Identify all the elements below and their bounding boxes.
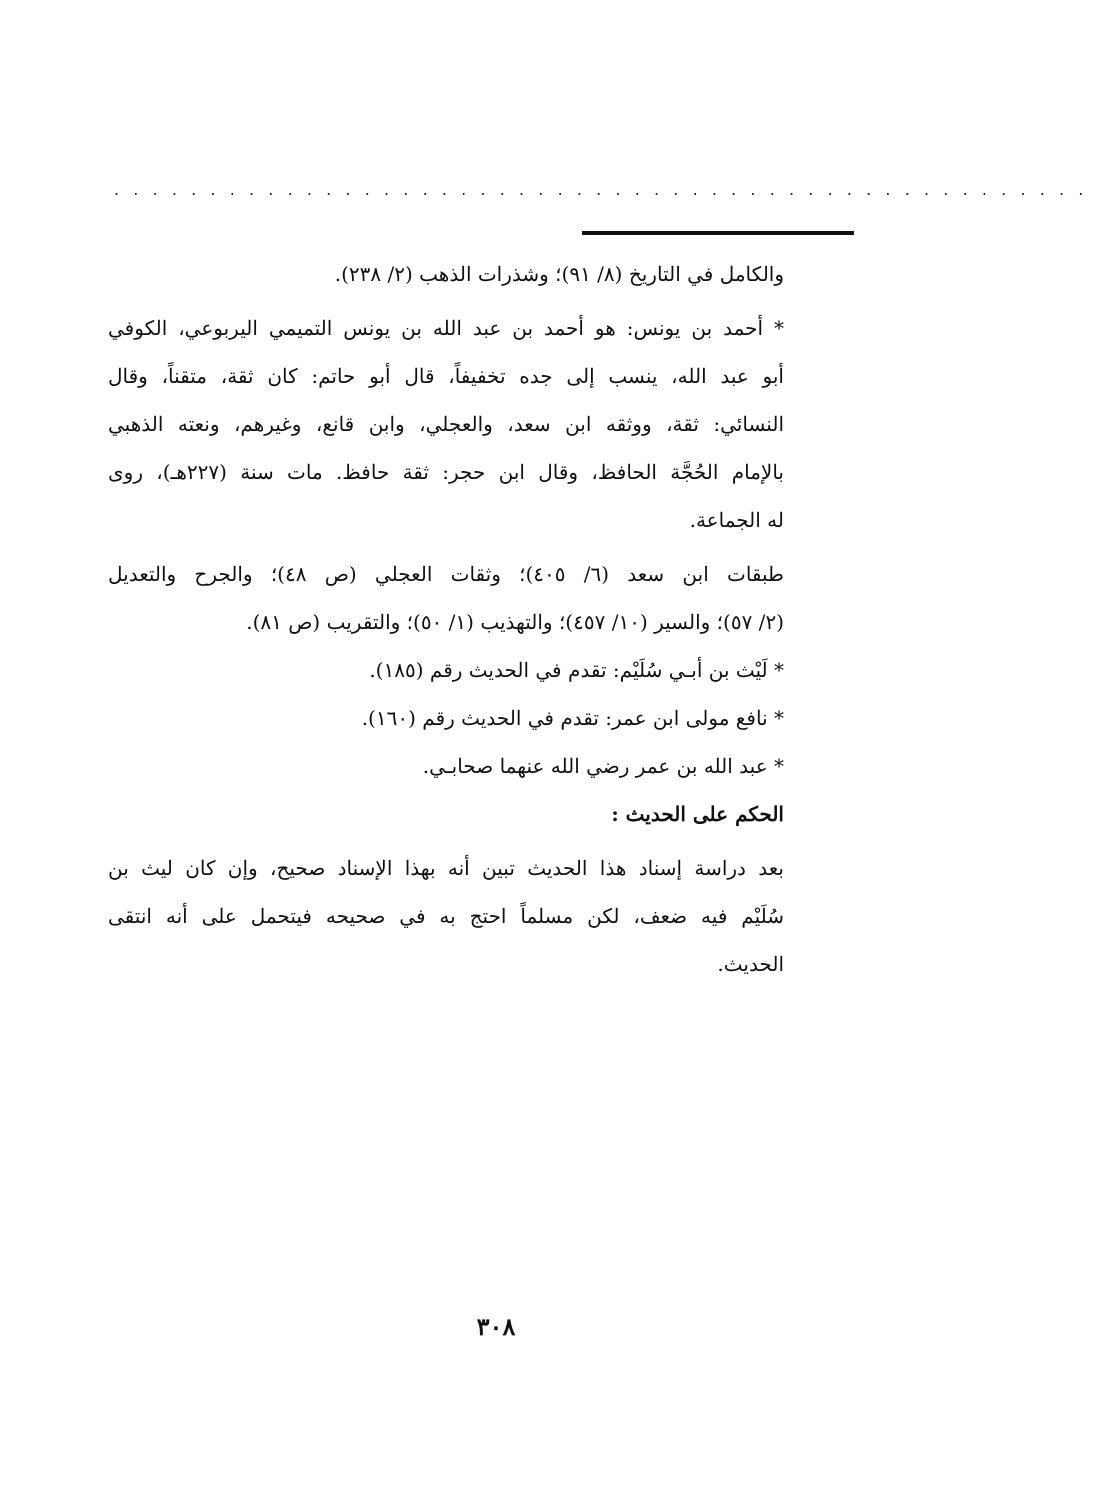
footnote-rule xyxy=(582,231,854,235)
ruling-paragraph xyxy=(108,844,784,988)
ahmad-sources-line-2: (٢/ ٥٧)؛ والسير (١٠/ ٤٥٧)؛ والتهذيب (١/ ٥٠)؛ والتقريب (ص ٨١). xyxy=(246,610,784,634)
abdullah-entry: * عبد الله بن عمر رضي الله عنهما صحابـي. xyxy=(422,754,784,778)
dotted-separator: ................................................... xyxy=(114,180,1098,199)
laith-entry: * لَيْث بن أبـي سُلَيْم: تقدم في الحديث رقم (١٨٥). xyxy=(369,658,784,682)
ahmad-bio-line-5: له الجماعة. xyxy=(689,508,784,532)
ahmad-sources-paragraph xyxy=(108,550,784,646)
ruling-line-1: بعد دراسة إسناد هذا الحديث تبين أنه بهذا الإسناد صحيح، وإن كان ليث بن xyxy=(108,856,784,880)
source-line: والكامل في التاريخ (٨/ ٩١)؛ وشذرات الذهب (٢/ ٢٣٨). xyxy=(334,262,784,286)
footnote-body xyxy=(108,250,784,988)
ruling-heading: الحكم على الحديث : xyxy=(611,802,784,826)
ruling-line-3: الحديث. xyxy=(717,952,784,976)
ahmad-bio-paragraph xyxy=(108,304,784,544)
ahmad-bio-line-2: أبو عبد الله، ينسب إلى جده تخفيفاً، قال أبو حاتم: كان ثقة، متقناً، وقال xyxy=(108,364,784,388)
ruling-line-2: سُلَيْم فيه ضعف، لكن مسلماً احتج به في صحيحه فيتحمل على أنه انتقى xyxy=(108,904,784,928)
page-number: ٣٠٨ xyxy=(476,1312,516,1341)
ahmad-bio-line-4: بالإمام الحُجَّة الحافظ، وقال ابن حجر: ثقة حافظ. مات سنة (٢٢٧هـ)، روى xyxy=(108,460,784,484)
ahmad-bio-line-3: النسائي: ثقة، ووثقه ابن سعد، والعجلي، وابن قانع، وغيرهم، ونعته الذهبي xyxy=(108,412,784,436)
ahmad-bio-line-1: * أحمد بن يونس: هو أحمد بن عبد الله بن يونس التميمي اليربوعي، الكوفي xyxy=(108,316,784,340)
ahmad-sources-line-1: طبقات ابن سعد (٦/ ٤٠٥)؛ وثقات العجلي (ص ٤٨)؛ والجرح والتعديل xyxy=(108,562,784,586)
nafi-entry: * نافع مولى ابن عمر: تقدم في الحديث رقم (١٦٠). xyxy=(361,706,784,730)
